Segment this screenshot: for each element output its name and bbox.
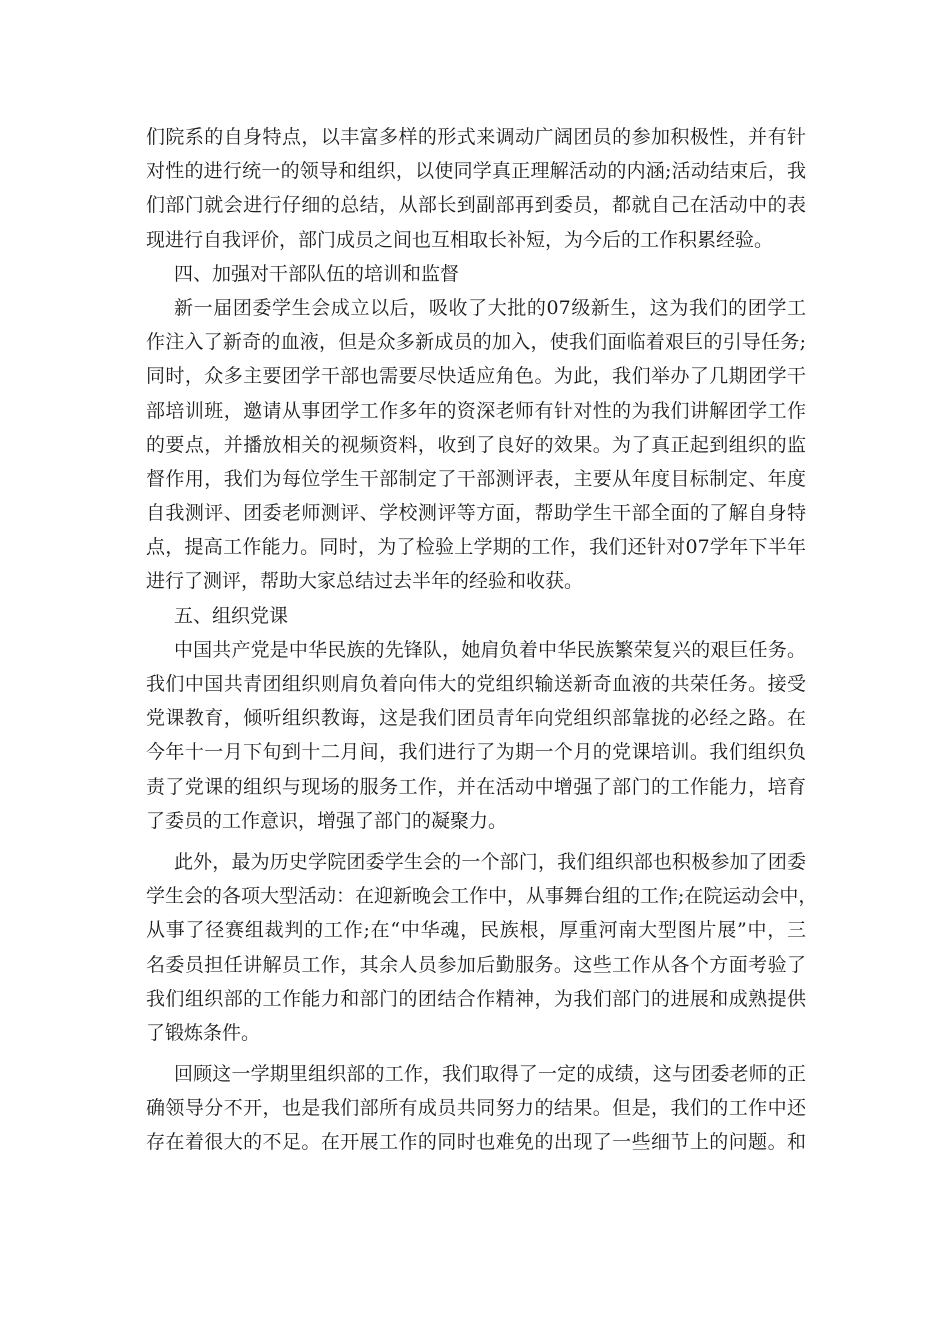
text-line: 们院系的自身特点，以丰富多样的形式来调动广阔团员的参加积极性，并有针	[146, 126, 806, 148]
text-line: 我们中国共青团组织则肩负着向伟大的党组织输送新奇血液的共荣任务。接受	[146, 673, 806, 695]
text-line: 回顾这一学期里组织部的工作，我们取得了一定的成绩，这与团委老师的正	[174, 1063, 806, 1086]
document-page	[146, 120, 818, 1160]
section-heading-party-class	[146, 599, 806, 633]
text-line: 确领导分不开，也是我们部所有成员共同努力的结果。但是，我们的工作中还	[146, 1097, 806, 1120]
text-line: 我们组织部的工作能力和部门的团结合作精神，为我们部门的进展和成熟提供	[146, 987, 806, 1010]
paragraph-gap	[146, 838, 806, 845]
text-line: 部培训班，邀请从事团学工作多年的资深老师有针对性的为我们讲解团学工作	[146, 399, 806, 422]
text-line: 中国共产党是中华民族的先锋队，她肩负着中华民族繁荣复兴的艰巨任务。	[174, 638, 806, 661]
text-line: 党课教育，倾听组织教诲，这是我们团员青年向党组织部靠拢的必经之路。在	[146, 707, 806, 730]
text-line: 责了党课的组织与现场的服务工作，并在活动中增强了部门的工作能力，培育	[146, 775, 806, 798]
paragraph-other-activities	[146, 845, 818, 1050]
text-line: 存在着很大的不足。在开展工作的同时也难免的出现了一些细节上的问题。和	[146, 1131, 806, 1154]
text-line: 点，提高工作能力。同时，为了检验上学期的工作，我们还针对07学年下半年	[146, 536, 806, 559]
text-line: 对性的进行统一的领导和组织，以使同学真正理解活动的内涵;活动结束后，我	[146, 160, 806, 183]
paragraph-gap	[146, 1050, 806, 1057]
text-line: 了锻炼条件。	[146, 1021, 261, 1044]
text-line: 名委员担任讲解员工作，其余人员参加后勤服务。这些工作从各个方面考验了	[146, 953, 806, 976]
text-line: 的要点，并播放相关的视频资料，收到了良好的效果。为了真正起到组织的监	[146, 433, 806, 456]
text-line: 新一届团委学生会成立以后，吸收了大批的07级新生，这为我们的团学工	[174, 296, 806, 319]
text-line: 学生会的各项大型活动：在迎新晚会工作中，从事舞台组的工作;在院运动会中，	[146, 885, 818, 908]
paragraph-activity-summary	[146, 120, 806, 257]
paragraph-cadre-training	[146, 291, 806, 599]
text-line: 自我测评、团委老师测评、学校测评等方面，帮助学生干部全面的了解自身特	[146, 502, 806, 525]
paragraph-review	[146, 1057, 806, 1160]
section-heading-cadre-training	[146, 257, 806, 291]
paragraph-party-class	[146, 633, 806, 838]
text-line: 督作用，我们为每位学生干部制定了干部测评表，主要从年度目标制定、年度	[146, 467, 806, 490]
text-line: 们部门就会进行仔细的总结，从部长到副部再到委员，都就自己在活动中的表	[146, 194, 806, 217]
text-line: 从事了径赛组裁判的工作;在“中华魂，民族根，厚重河南大型图片展”中，三	[146, 919, 806, 942]
text-line: 同时，众多主要团学干部也需要尽快适应角色。为此，我们举办了几期团学干	[146, 365, 806, 388]
heading-text: 五、组织党课	[174, 604, 289, 627]
text-line: 现进行自我评价，部门成员之间也互相取长补短，为今后的工作积累经验。	[146, 228, 774, 251]
text-line: 今年十一月下旬到十二月间，我们进行了为期一个月的党课培训。我们组织负	[146, 741, 806, 764]
text-line: 了委员的工作意识，增强了部门的凝聚力。	[146, 809, 508, 832]
heading-text: 四、加强对干部队伍的培训和监督	[174, 262, 460, 285]
text-line: 进行了测评，帮助大家总结过去半年的经验和收获。	[146, 570, 584, 593]
text-line: 作注入了新奇的血液，但是众多新成员的加入，使我们面临着艰巨的引导任务;	[146, 331, 806, 354]
text-line: 此外，最为历史学院团委学生会的一个部门，我们组织部也积极参加了团委	[174, 850, 806, 873]
